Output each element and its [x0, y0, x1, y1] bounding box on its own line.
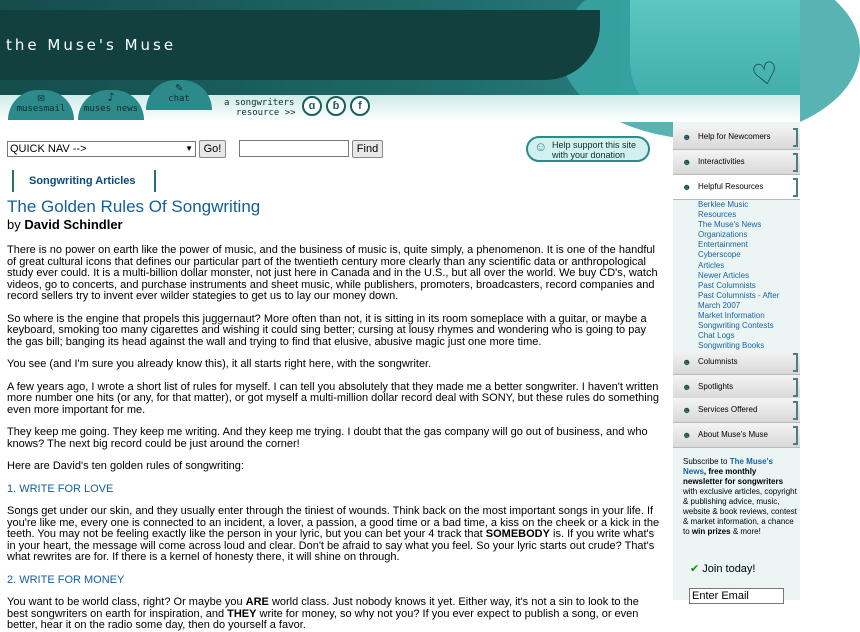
rule-heading: 1. WRITE FOR LOVE — [7, 482, 114, 495]
text-run: write for money, so why not you? If you ever expect to publish a song, or even better, hear it on the radio some day, then do yourself a favor. — [7, 607, 639, 631]
helpful-resources-submenu — [698, 200, 798, 351]
emphasis: THEY — [227, 607, 257, 620]
bracket-icon — [793, 178, 798, 197]
submenu-link[interactable]: March 2007 — [698, 300, 741, 310]
emphasis: SOMEBODY — [485, 528, 550, 540]
music-note-icon: ♪ — [107, 90, 115, 104]
sidebar — [673, 122, 800, 600]
site-title: the Muse's Muse — [6, 36, 177, 54]
submenu-link[interactable]: Organizations — [698, 230, 748, 240]
newsletter-promo — [683, 457, 798, 537]
text-run: world class. Just nobody knows it yet. Either way, it's not a sin to look to the best songwriters on earth for inspiration, and — [7, 596, 639, 620]
bullet-icon: ☻ — [682, 182, 692, 192]
sidebar-item-interactivities[interactable] — [673, 150, 800, 175]
newsletter-text: with exclusive articles, copyright & publishing advice, music, website & book reviews, contest & market information, a chance to — [683, 487, 797, 536]
bullet-icon: ☻ — [682, 132, 692, 142]
bracket-icon — [793, 353, 798, 372]
newsletter-bold-text: , free monthly newsletter for songwriters — [683, 467, 784, 486]
submenu-link[interactable]: Chat Logs — [698, 331, 735, 341]
bracket-left-icon — [12, 170, 20, 192]
paragraph: A few years ago, I wrote a short list of rules for myself. I can tell you absolutely that they made me a better songwriter. I haven't written more number one hits (or any, for that matter), or got myself a multi-million dollar record deal with SONY, but these rules do something even more important for me. — [7, 380, 659, 416]
tab-muses-news-label: muses news — [83, 104, 139, 114]
newsletter-text: Subscribe to — [683, 457, 730, 466]
sidebar-item-label: Columnists — [698, 357, 738, 366]
submenu-link[interactable]: Songwriting Books — [698, 341, 765, 351]
bullet-icon: ☻ — [682, 357, 692, 367]
submenu-link[interactable]: Past Columnists — [698, 280, 756, 290]
sidebar-item-spotlights[interactable] — [673, 375, 800, 400]
submenu-link[interactable]: Songwriting Contests — [698, 321, 774, 331]
paragraph: There is no power on earth like the power of music, and the business of music is, quite simply, a phenomenon. It is one of the handful of great cultural icons that defines our particular part of the twentieth century more clearly than any scientific data or anthropological study ever could. It is a multi-billion dollar monster, not just here in Canada and in the U.S., but all over the world. We buy CD's, watch videos, go to concerts, and purchase instruments and sheet music, while publishers, promoters, broadcasters, record companies and record sellers try to invent ever wilder stategies to get us to lay our money down. — [7, 244, 658, 302]
resource-icon-f[interactable]: f — [350, 96, 370, 116]
text-run: Songs get under our skin, and they usually enter through the tiniest of wounds. Think back on the most important songs in your life. If you're like me, every one is connected to an incident, a lover, a passion, a good time or a bad time, a kiss on the cheek or a kick in the teeth. You may not be feeling exactly like the person in your lyric, but you can bet your 4 track that — [7, 505, 660, 540]
bullet-icon: ☻ — [682, 405, 692, 415]
newsletter-win: win prizes — [691, 527, 731, 536]
section-label-text: Songwriting Articles — [29, 175, 136, 187]
sidebar-item-label: Interactivities — [698, 157, 745, 166]
newsletter-link[interactable]: The Muse's News — [683, 457, 773, 476]
sidebar-item-label: About Muse's Muse — [698, 430, 769, 439]
bullet-icon: ☻ — [682, 382, 692, 392]
tab-muses-news[interactable] — [78, 90, 144, 124]
donate-line1: Help support this site — [552, 140, 637, 150]
resource-icon-a[interactable]: ɑ — [302, 96, 322, 116]
resource-label-line1: a songwriters — [224, 98, 295, 108]
quick-nav-select[interactable] — [7, 141, 196, 157]
chat-icon: ✎ — [175, 80, 183, 94]
submenu-link[interactable]: Newer Articles — [698, 270, 750, 280]
donate-button[interactable] — [526, 136, 650, 162]
bracket-icon — [793, 128, 798, 147]
tab-chat-label: chat — [168, 94, 190, 104]
resource-icon-b[interactable]: ɓ — [326, 96, 346, 116]
bracket-icon — [793, 153, 798, 172]
emphasis: ARE — [245, 596, 269, 608]
sidebar-item-about-muses-muse[interactable] — [673, 423, 800, 448]
find-button[interactable]: Find — [352, 140, 383, 158]
submenu-link[interactable]: Articles — [698, 260, 725, 270]
sidebar-item-label: Services Offered — [698, 405, 758, 414]
submenu-link[interactable]: The Muse's News — [698, 220, 762, 230]
byline — [7, 217, 661, 232]
resource-label-line2: resource >> — [236, 108, 296, 118]
section-label[interactable] — [12, 170, 156, 192]
paragraph: You see (and I'm sure you already know this), it all starts right here, with the songwriter. — [7, 358, 432, 370]
sidebar-item-services-offered[interactable] — [673, 398, 800, 423]
newsletter-text: & more! — [730, 527, 761, 536]
byline-by: by — [7, 217, 21, 232]
sidebar-item-label: Help for Newcomers — [698, 132, 771, 141]
tab-musesmail[interactable] — [8, 90, 74, 124]
bracket-icon — [793, 378, 798, 397]
submenu-link[interactable]: Cyberscope — [698, 250, 741, 260]
submenu-link[interactable]: Market Information — [698, 311, 765, 321]
rule-heading: 2. WRITE FOR MONEY — [7, 573, 125, 586]
sidebar-item-help-for-newcomers[interactable] — [673, 125, 800, 150]
bracket-icon — [793, 426, 798, 445]
paragraph — [7, 597, 661, 632]
sidebar-item-label: Helpful Resources — [698, 182, 764, 191]
article-body — [7, 197, 661, 631]
donate-line2: with your donation — [552, 150, 626, 160]
submenu-link[interactable]: Entertainment — [698, 240, 748, 250]
checkmark-icon: ✔ — [690, 563, 700, 575]
author-name: David Schindler — [24, 217, 123, 232]
sidebar-item-label: Spotlights — [698, 382, 734, 391]
dropdown-arrow-icon: ▼ — [185, 144, 193, 153]
smiley-icon: ☺ — [534, 139, 548, 154]
bracket-icon — [793, 401, 798, 420]
paragraph: Here are David's ten golden rules of songwriting: — [7, 460, 244, 472]
email-field[interactable]: Enter Email — [689, 588, 784, 604]
search-input[interactable] — [239, 140, 349, 157]
bracket-right-icon — [148, 170, 156, 192]
heart-icon: ♡ — [748, 55, 782, 94]
bullet-icon: ☻ — [682, 157, 692, 167]
site-header-banner — [0, 0, 800, 122]
submenu-link[interactable]: Berklee Music — [698, 200, 749, 209]
sidebar-item-helpful-resources[interactable] — [673, 175, 800, 200]
mail-icon: ✉ — [37, 90, 45, 104]
paragraph: They keep me going. They keep me writing. And they keep me trying. I doubt that the gas company will go out of business, and who knows? The next big record could be just around the corner! — [7, 426, 648, 450]
submenu-link[interactable]: Resources — [698, 210, 737, 220]
join-today-label — [690, 562, 780, 576]
bullet-icon: ☻ — [682, 430, 692, 440]
go-button[interactable]: Go! — [199, 140, 226, 158]
sidebar-item-columnists[interactable] — [673, 350, 800, 375]
text-run: is. If you write what's in your heart, the message will come across loud and clear. Don't be afraid to say what you feel. So your lyric starts out crude? That's what rewrites are for. If there is a kernel of honesty there, it will shine on through. — [7, 528, 655, 563]
join-today-text: Join today! — [702, 563, 756, 575]
paragraph: So where is the engine that propels this juggernaut? More often than not, it is sitting in its room someplace with a guitar, or maybe a keyboard, smoking too many cigarettes and wishing it could sing better; cursing at lousy rhymes and wondering who is going to pay the gas bill; banging its head against the wall and trying to find that elusive, abusive magic just one more time. — [7, 312, 647, 348]
submenu-link[interactable]: Past Columnists - After — [698, 290, 780, 300]
quick-nav-value: QUICK NAV --> — [10, 143, 87, 155]
text-run: You want to be world class, right? Or maybe you — [7, 596, 246, 608]
tab-chat[interactable] — [146, 80, 212, 114]
tab-musesmail-label: musesmail — [16, 104, 66, 114]
songwriters-resource-label — [224, 98, 296, 118]
paragraph — [7, 506, 661, 564]
article-title: The Golden Rules Of Songwriting — [7, 197, 261, 216]
